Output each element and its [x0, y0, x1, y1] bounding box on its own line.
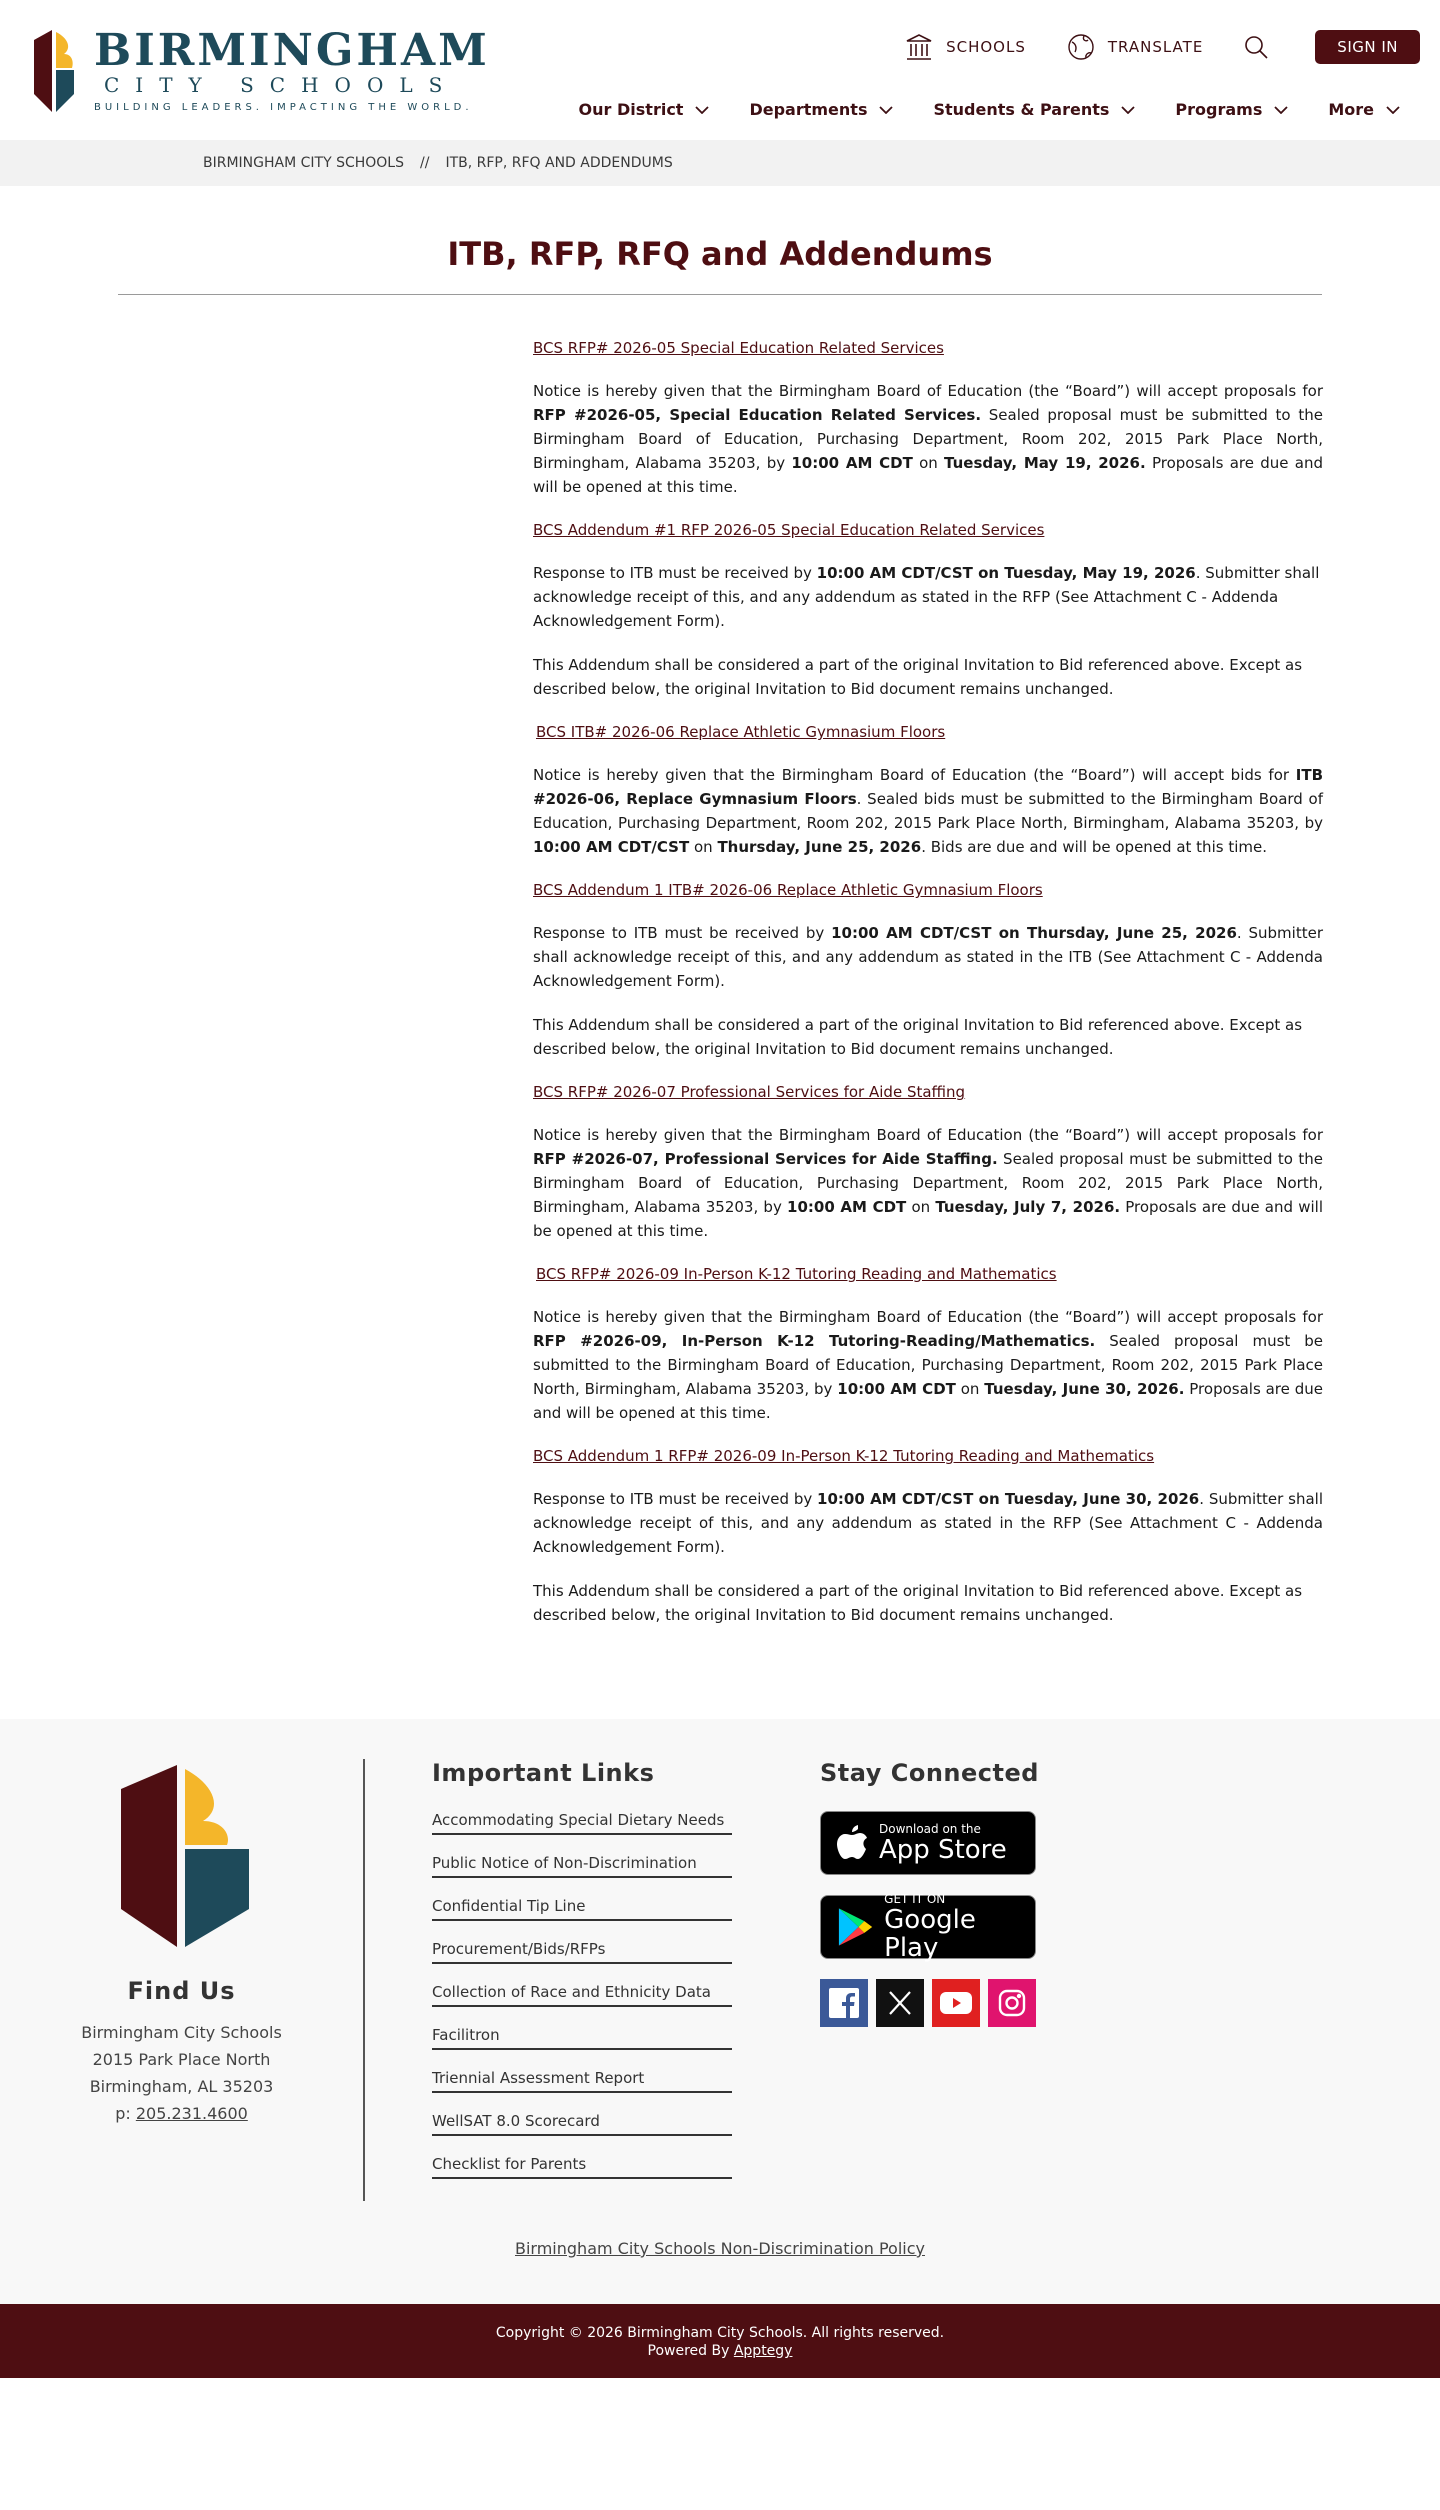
shield-logo-icon — [28, 24, 80, 116]
documents-list — [533, 295, 1323, 1719]
footer-link[interactable]: Confidential Tip Line — [432, 1897, 732, 1921]
text: . Sealed bids must be submitted to the Birmingham Board of Education, Purchasing Department, Room 202, 2015 Park Place North, Birmingham, Alabama 35203, by — [533, 790, 1323, 832]
nav-label: Students & Parents — [933, 100, 1110, 119]
search-button[interactable] — [1243, 34, 1269, 60]
text: Notice is hereby given that the Birmingham Board of Education (the “Board”) will accept proposals for — [533, 1126, 1323, 1144]
notice-paragraph — [533, 1123, 1323, 1243]
main-navigation — [539, 100, 1400, 119]
logo-subtitle: CITY SCHOOLS — [104, 72, 459, 97]
document-link-rfp-2026-05[interactable]: BCS RFP# 2026-05 Special Education Related Services — [533, 339, 944, 357]
facebook-link[interactable] — [820, 1979, 868, 2027]
text-bold: 10:00 AM CDT/CST — [533, 838, 690, 856]
logo-wordmark — [94, 24, 490, 113]
address-line: Birmingham City Schools — [81, 2023, 282, 2042]
text: Proposals are due and will be opened at this time. — [533, 1198, 1323, 1240]
addendum-paragraph — [533, 921, 1323, 993]
google-play-small-label: GET IT ON — [884, 1892, 946, 1906]
text: Proposals are due and will be opened at this time. — [533, 1380, 1323, 1422]
google-play-text — [884, 1892, 1035, 1962]
text: on — [955, 1380, 985, 1398]
footer-link[interactable]: Collection of Race and Ethnicity Data — [432, 1983, 732, 2007]
text-bold: 10:00 AM CDT — [837, 1380, 956, 1398]
text: Proposals are due and will be opened at this time. — [533, 454, 1323, 496]
nav-label: Our District — [578, 100, 684, 119]
text: . Submitter shall acknowledge receipt of this, and any addendum as stated in the RFP (See Attachment C - Addenda Acknowledgement Form). — [533, 564, 1320, 630]
phone-line — [0, 2100, 363, 2127]
schools-link[interactable] — [904, 32, 1026, 62]
site-footer — [0, 1719, 1440, 2304]
nav-more[interactable] — [1328, 100, 1400, 119]
instagram-link[interactable] — [988, 1979, 1036, 2027]
text-bold: RFP #2026-09, In-Person K-12 Tutoring-Reading/Mathematics. — [533, 1332, 1096, 1350]
breadcrumb-home-link[interactable]: BIRMINGHAM CITY SCHOOLS — [203, 155, 404, 171]
text-bold: Tuesday, July 7, 2026. — [935, 1198, 1121, 1216]
text: . Submitter shall acknowledge receipt of this, and any addendum as stated in the ITB (See Attachment C - Addenda Acknowledgement Form). — [533, 924, 1323, 990]
document-link-addendum-rfp-2026-05[interactable]: BCS Addendum #1 RFP 2026-05 Special Education Related Services — [533, 521, 1045, 539]
addendum-paragraph — [533, 1487, 1323, 1559]
district-logo-link[interactable] — [28, 24, 490, 116]
text: on — [912, 454, 945, 472]
text: Sealed proposal must be submitted to the Birmingham Board of Education, Purchasing Department, Room 202, 2015 Park Place North, Birmingham, Alabama 35203, by — [533, 406, 1323, 472]
search-icon — [1243, 34, 1269, 60]
apptegy-link[interactable]: Apptegy — [733, 2343, 793, 2359]
sign-in-button[interactable]: SIGN IN — [1315, 30, 1420, 64]
nav-label: More — [1328, 100, 1374, 119]
notice-paragraph — [533, 1305, 1323, 1425]
app-store-button[interactable] — [820, 1811, 1036, 1875]
page-bottom-space — [0, 2378, 1440, 2441]
text: Response to ITB must be received by — [533, 1490, 818, 1508]
google-play-icon — [835, 1906, 874, 1948]
text-bold: 10:00 AM CDT/CST on Thursday, June 25, 2026 — [831, 924, 1237, 942]
text: Response to ITB must be received by — [533, 564, 817, 582]
text-bold: Tuesday, May 19, 2026. — [944, 454, 1146, 472]
apple-icon — [835, 1823, 869, 1863]
page-title: ITB, RFP, RFQ and Addendums — [447, 235, 993, 273]
translate-label: TRANSLATE — [1107, 38, 1204, 56]
addendum-note-paragraph: This Addendum shall be considered a part of the original Invitation to Bid referenced above. Except as described below, the original Invitation to Bid document remains unchanged. — [533, 1582, 1303, 1624]
text-bold: ITB #2026-06, Replace Gymnasium Floors — [533, 766, 1323, 808]
chevron-down-icon — [879, 106, 893, 114]
school-building-icon — [904, 32, 934, 62]
phone-link[interactable]: 205.231.4600 — [135, 2104, 248, 2123]
chevron-down-icon — [1121, 106, 1135, 114]
nav-programs[interactable] — [1175, 100, 1288, 119]
text: Notice is hereby given that the Birmingham Board of Education (the “Board”) will accept proposals for — [533, 382, 1323, 400]
document-link-itb-2026-06[interactable]: BCS ITB# 2026-06 Replace Athletic Gymnasium Floors — [536, 723, 946, 741]
important-links-column — [432, 1759, 732, 2198]
chevron-down-icon — [1386, 106, 1400, 114]
logo-name: BIRMINGHAM — [94, 24, 490, 76]
powered-by — [0, 2342, 1440, 2360]
notice-paragraph — [533, 763, 1323, 859]
stay-connected-title: Stay Connected — [820, 1759, 1039, 1787]
text: Sealed proposal must be submitted to the Birmingham Board of Education, Purchasing Department, Room 202, 2015 Park Place North, Birmingham, Alabama 35203, by — [533, 1150, 1323, 1216]
addendum-note-paragraph: This Addendum shall be considered a part of the original Invitation to Bid referenced above. Except as described below, the original Invitation to Bid document remains unchanged. — [533, 656, 1303, 698]
instagram-icon — [996, 1987, 1028, 2019]
non-discrimination-policy-link[interactable]: Birmingham City Schools Non-Discrimination Policy — [515, 2239, 925, 2258]
chevron-down-icon — [695, 106, 709, 114]
text: . Bids are due and will be opened at this time. — [921, 838, 1267, 856]
footer-link[interactable]: Checklist for Parents — [432, 2155, 732, 2179]
text-bold: Tuesday, June 30, 2026. — [984, 1380, 1185, 1398]
copyright-bar — [0, 2304, 1440, 2378]
facebook-icon — [827, 1986, 861, 2020]
document-link-rfp-2026-09[interactable]: BCS RFP# 2026-09 In-Person K-12 Tutoring Reading and Mathematics — [536, 1265, 1057, 1283]
nav-label: Departments — [749, 100, 868, 119]
address-line: 2015 Park Place North — [92, 2050, 271, 2069]
address-line: Birmingham, AL 35203 — [89, 2077, 274, 2096]
youtube-link[interactable] — [932, 1979, 980, 2027]
utility-bar — [904, 30, 1420, 64]
app-store-small-label: Download on the — [879, 1822, 981, 1836]
text-bold: Thursday, June 25, 2026 — [717, 838, 922, 856]
addendum-note-paragraph: This Addendum shall be considered a part of the original Invitation to Bid referenced above. Except as described below, the original Invitation to Bid document remains unchanged. — [533, 1016, 1303, 1058]
nav-our-district[interactable] — [579, 100, 710, 119]
text: Notice is hereby given that the Birmingham Board of Education (the “Board”) will accept proposals for — [533, 1308, 1323, 1326]
nav-label: Programs — [1175, 100, 1263, 119]
notice-paragraph — [533, 379, 1323, 499]
document-link-addendum-itb-2026-06[interactable]: BCS Addendum 1 ITB# 2026-06 Replace Athletic Gymnasium Floors — [533, 881, 1043, 899]
text: Notice is hereby given that the Birmingham Board of Education (the “Board”) will accept bids for — [533, 766, 1296, 784]
x-link[interactable] — [876, 1979, 924, 2027]
document-link-addendum-rfp-2026-09[interactable]: BCS Addendum 1 RFP# 2026-09 In-Person K-12 Tutoring Reading and Mathematics — [533, 1447, 1155, 1465]
copyright-text: Copyright © 2026 Birmingham City Schools. All rights reserved. — [495, 2325, 945, 2341]
find-us-column — [0, 1759, 363, 2127]
logo-tagline: BUILDING LEADERS. IMPACTING THE WORLD. — [94, 101, 473, 113]
phone-prefix: p: — [115, 2104, 136, 2123]
text-bold: 10:00 AM CDT/CST on Tuesday, May 19, 2026 — [816, 564, 1196, 582]
footer-link[interactable]: Public Notice of Non-Discrimination — [432, 1854, 732, 1878]
shield-logo-icon — [107, 1759, 257, 1949]
text: on — [906, 1198, 936, 1216]
app-store-big-label: App Store — [879, 1835, 1007, 1865]
main-content — [0, 234, 1440, 1719]
powered-by-prefix: Powered By — [647, 2343, 734, 2359]
google-play-button[interactable] — [820, 1892, 1036, 1963]
text: on — [689, 838, 718, 856]
text-bold: RFP #2026-05, Special Education Related Services. — [533, 406, 982, 424]
address — [0, 2019, 363, 2127]
text-bold: 10:00 AM CDT/CST on Tuesday, June 30, 2026 — [817, 1490, 1200, 1508]
site-header — [0, 0, 1440, 140]
breadcrumb-current: ITB, RFP, RFQ AND ADDENDUMS — [445, 155, 673, 171]
find-us-title: Find Us — [127, 1977, 236, 2005]
google-play-big-label: Google Play — [884, 1905, 976, 1963]
chevron-down-icon — [1274, 106, 1288, 114]
breadcrumb-separator: // — [420, 155, 430, 171]
translate-link[interactable] — [1066, 32, 1203, 62]
footer-link[interactable]: Facilitron — [432, 2026, 732, 2050]
footer-link[interactable]: WellSAT 8.0 Scorecard — [432, 2112, 732, 2136]
stay-connected-column — [820, 1759, 1044, 2027]
text-bold: 10:00 AM CDT — [787, 1198, 907, 1216]
policy-row — [0, 2239, 1440, 2258]
x-icon — [885, 1988, 915, 2018]
breadcrumb — [0, 140, 1440, 186]
addendum-paragraph — [533, 561, 1323, 633]
footer-divider — [363, 1759, 365, 2201]
schools-label: SCHOOLS — [946, 38, 1026, 56]
text-bold: 10:00 AM CDT — [791, 454, 913, 472]
text: Sealed proposal must be submitted to the Birmingham Board of Education, Purchasing Department, Room 202, 2015 Park Place North, Birmingham, Alabama 35203, by — [533, 1332, 1323, 1398]
footer-link[interactable]: Accommodating Special Dietary Needs — [432, 1811, 732, 1835]
text: Response to ITB must be received by — [533, 924, 832, 942]
social-links — [820, 1979, 1044, 2027]
footer-link[interactable]: Triennial Assessment Report — [432, 2069, 732, 2093]
footer-link[interactable]: Procurement/Bids/RFPs — [432, 1940, 732, 1964]
important-links-title: Important Links — [432, 1759, 655, 1787]
nav-students-parents[interactable] — [933, 100, 1135, 119]
globe-icon — [1066, 32, 1096, 62]
youtube-icon — [939, 1990, 973, 2016]
text-bold: RFP #2026-07, Professional Services for Aide Staffing. — [533, 1150, 998, 1168]
nav-departments[interactable] — [749, 100, 893, 119]
text: . Submitter shall acknowledge receipt of this, and any addendum as stated in the RFP (See Attachment C - Addenda Acknowledgement Form). — [533, 1490, 1323, 1556]
app-store-text — [879, 1822, 1007, 1864]
document-link-rfp-2026-07[interactable]: BCS RFP# 2026-07 Professional Services for Aide Staffing — [533, 1083, 966, 1101]
